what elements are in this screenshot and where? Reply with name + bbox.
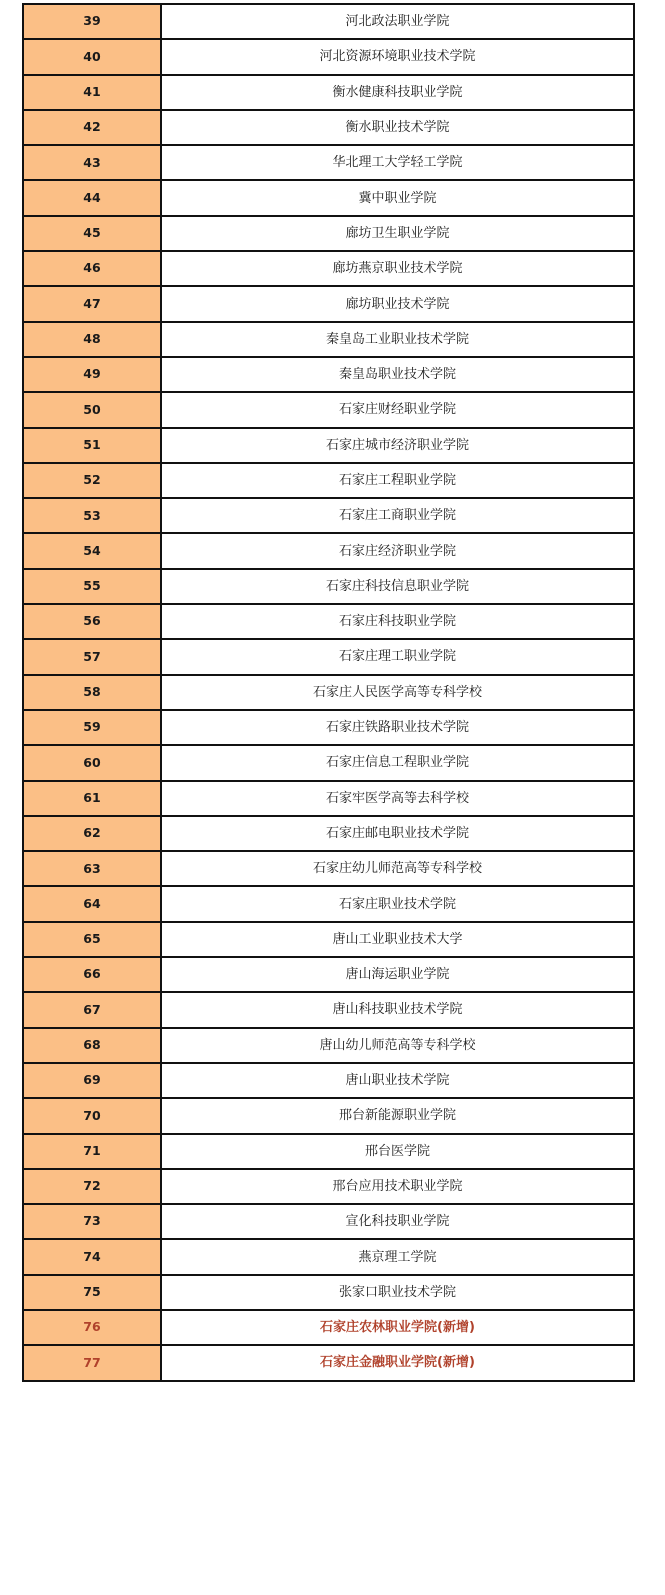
college-list-body [23,4,634,1381]
college-name: 张家口职业技术学院 [161,1275,634,1310]
table-row [23,1028,634,1063]
table-row [23,604,634,639]
college-name: 廊坊卫生职业学院 [161,216,634,251]
college-name: 石家庄铁路职业技术学院 [161,710,634,745]
college-name: 唐山海运职业学院 [161,957,634,992]
table-row [23,4,634,39]
row-number: 57 [23,639,161,674]
table-row [23,322,634,357]
college-name: 衡水健康科技职业学院 [161,75,634,110]
table-row [23,675,634,710]
table-row [23,851,634,886]
row-number: 53 [23,498,161,533]
row-number: 77 [23,1345,161,1380]
table-row [23,816,634,851]
college-name: 衡水职业技术学院 [161,110,634,145]
row-number: 68 [23,1028,161,1063]
table-row [23,957,634,992]
table-row-new [23,1345,634,1380]
table-row [23,498,634,533]
college-name: 石家庄金融职业学院(新增) [161,1345,634,1380]
row-number: 67 [23,992,161,1027]
table-row [23,639,634,674]
college-name: 邢台医学院 [161,1134,634,1169]
row-number: 59 [23,710,161,745]
table-row [23,251,634,286]
college-name: 石家庄邮电职业技术学院 [161,816,634,851]
row-number: 73 [23,1204,161,1239]
college-name: 华北理工大学轻工学院 [161,145,634,180]
row-number: 55 [23,569,161,604]
row-number: 74 [23,1239,161,1274]
table-row [23,569,634,604]
row-number: 45 [23,216,161,251]
college-name: 秦皇岛职业技术学院 [161,357,634,392]
college-name: 唐山职业技术学院 [161,1063,634,1098]
table-row [23,533,634,568]
college-name: 廊坊燕京职业技术学院 [161,251,634,286]
row-number: 52 [23,463,161,498]
college-name: 石家庄理工职业学院 [161,639,634,674]
college-name: 石家庄农林职业学院(新增) [161,1310,634,1345]
table-row [23,1204,634,1239]
college-name: 石家庄幼儿师范高等专科学校 [161,851,634,886]
table-row [23,286,634,321]
table-row [23,781,634,816]
row-number: 49 [23,357,161,392]
row-number: 44 [23,180,161,215]
row-number: 56 [23,604,161,639]
row-number: 54 [23,533,161,568]
table-row [23,886,634,921]
table-row [23,710,634,745]
college-name: 河北政法职业学院 [161,4,634,39]
college-name: 石家庄工商职业学院 [161,498,634,533]
table-row [23,428,634,463]
table-row [23,1275,634,1310]
table-row [23,1098,634,1133]
table-row [23,216,634,251]
row-number: 61 [23,781,161,816]
row-number: 48 [23,322,161,357]
college-name: 石家庄经济职业学院 [161,533,634,568]
college-name: 石家庄科技职业学院 [161,604,634,639]
row-number: 75 [23,1275,161,1310]
college-name: 石家庄财经职业学院 [161,392,634,427]
row-number: 70 [23,1098,161,1133]
row-number: 41 [23,75,161,110]
row-number: 51 [23,428,161,463]
college-list-table [22,3,635,1382]
college-name: 廊坊职业技术学院 [161,286,634,321]
college-name: 河北资源环境职业技术学院 [161,39,634,74]
row-number: 72 [23,1169,161,1204]
row-number: 60 [23,745,161,780]
row-number: 50 [23,392,161,427]
row-number: 39 [23,4,161,39]
college-name: 石家庄职业技术学院 [161,886,634,921]
table-row [23,180,634,215]
college-name: 唐山工业职业技术大学 [161,922,634,957]
college-name: 石家庄科技信息职业学院 [161,569,634,604]
college-name: 石家庄城市经济职业学院 [161,428,634,463]
row-number: 69 [23,1063,161,1098]
row-number: 46 [23,251,161,286]
row-number: 40 [23,39,161,74]
college-name: 石家庄信息工程职业学院 [161,745,634,780]
row-number: 63 [23,851,161,886]
table-row [23,392,634,427]
table-row [23,110,634,145]
row-number: 47 [23,286,161,321]
college-name: 宣化科技职业学院 [161,1204,634,1239]
table-row [23,463,634,498]
college-name: 秦皇岛工业职业技术学院 [161,322,634,357]
college-name: 邢台应用技术职业学院 [161,1169,634,1204]
row-number: 76 [23,1310,161,1345]
table-row [23,75,634,110]
table-row [23,922,634,957]
college-name: 唐山幼儿师范高等专科学校 [161,1028,634,1063]
college-name: 石家庄工程职业学院 [161,463,634,498]
row-number: 71 [23,1134,161,1169]
table-row-new [23,1310,634,1345]
table-row [23,745,634,780]
table-row [23,1063,634,1098]
table-row [23,1239,634,1274]
row-number: 64 [23,886,161,921]
college-name: 石家牢医学高等去科学校 [161,781,634,816]
row-number: 65 [23,922,161,957]
row-number: 58 [23,675,161,710]
row-number: 62 [23,816,161,851]
table-row [23,1134,634,1169]
college-name: 石家庄人民医学高等专科学校 [161,675,634,710]
college-name: 燕京理工学院 [161,1239,634,1274]
table-row [23,39,634,74]
table-row [23,992,634,1027]
row-number: 66 [23,957,161,992]
table-row [23,1169,634,1204]
table-row [23,357,634,392]
college-name: 邢台新能源职业学院 [161,1098,634,1133]
row-number: 42 [23,110,161,145]
table-row [23,145,634,180]
college-name: 唐山科技职业技术学院 [161,992,634,1027]
college-name: 冀中职业学院 [161,180,634,215]
row-number: 43 [23,145,161,180]
